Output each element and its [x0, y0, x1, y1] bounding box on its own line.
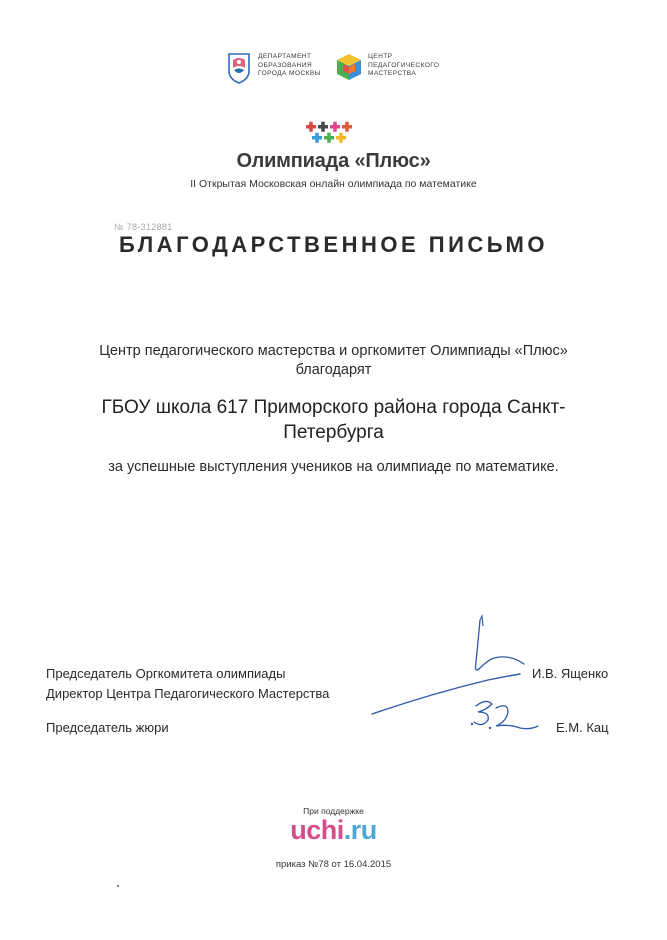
- center-logo-line: МАСТЕРСТВА: [368, 70, 417, 78]
- chair-name: И.В. Ященко: [532, 666, 609, 681]
- thanks-line-3: за успешные выступления учеников на олимпиаде по математике.: [108, 459, 559, 475]
- department-logo: [226, 48, 336, 88]
- plus-dark: [318, 122, 328, 132]
- thanks-line-2: благодарят: [295, 362, 372, 378]
- scan-speck: [117, 885, 119, 887]
- chair-label: Председатель Оргкомитета олимпиады: [46, 666, 286, 681]
- uchi-logo-part1: uchi: [290, 815, 344, 845]
- logo-row: [0, 48, 667, 88]
- plus-mark-icon: [303, 121, 355, 149]
- jury-name: Е.М. Кац: [556, 720, 609, 735]
- plus-green: [324, 133, 334, 143]
- olympiad-title: Олимпиада «Плюс»: [236, 150, 431, 172]
- document-number: № 78-312881: [114, 222, 173, 232]
- document-title: БЛАГОДАРСТВЕННОЕ ПИСЬМО: [118, 232, 548, 257]
- moscow-emblem-icon: [226, 52, 252, 84]
- plus-yellow: [336, 133, 346, 143]
- support-label: При поддержке: [303, 806, 364, 816]
- plus-red: [306, 122, 316, 132]
- center-logo-text: [368, 53, 468, 79]
- plus-pink: [330, 122, 340, 132]
- center-logo: [336, 48, 466, 88]
- thanks-line-1: Центр педагогического мастерства и оргкомитет Олимпиады «Плюс»: [99, 343, 568, 359]
- department-logo-line: ДЕПАРТАМЕНТ: [258, 53, 312, 60]
- center-logo-line: ПЕДАГОГИЧЕСКОГО: [368, 61, 440, 69]
- plus-orange: [342, 122, 352, 132]
- uchi-logo-part2: .ru: [343, 815, 377, 845]
- jury-label: Председатель жюри: [46, 720, 169, 735]
- recipient-line-2: Петербурга: [283, 422, 384, 443]
- uchi-logo: [0, 815, 667, 846]
- department-logo-line: ГОРОДА МОСКВЫ: [258, 70, 321, 78]
- olympiad-subtitle: II Открытая Московская онлайн олимпиада по математике: [190, 178, 477, 190]
- order-reference: приказ №78 от 16.04.2015: [275, 859, 392, 870]
- cube-icon: [336, 53, 362, 81]
- center-logo-line: ЦЕНТР: [368, 53, 393, 60]
- director-label: Директор Центра Педагогического Мастерства: [46, 686, 330, 701]
- department-logo-text: [258, 53, 348, 79]
- recipient-line-1: ГБОУ школа 617 Приморского района города Санкт-: [101, 397, 566, 418]
- plus-blue: [312, 133, 322, 143]
- recipient-name: [70, 395, 597, 445]
- department-logo-line: ОБРАЗОВАНИЯ: [258, 61, 313, 69]
- jury-signature: [462, 692, 544, 740]
